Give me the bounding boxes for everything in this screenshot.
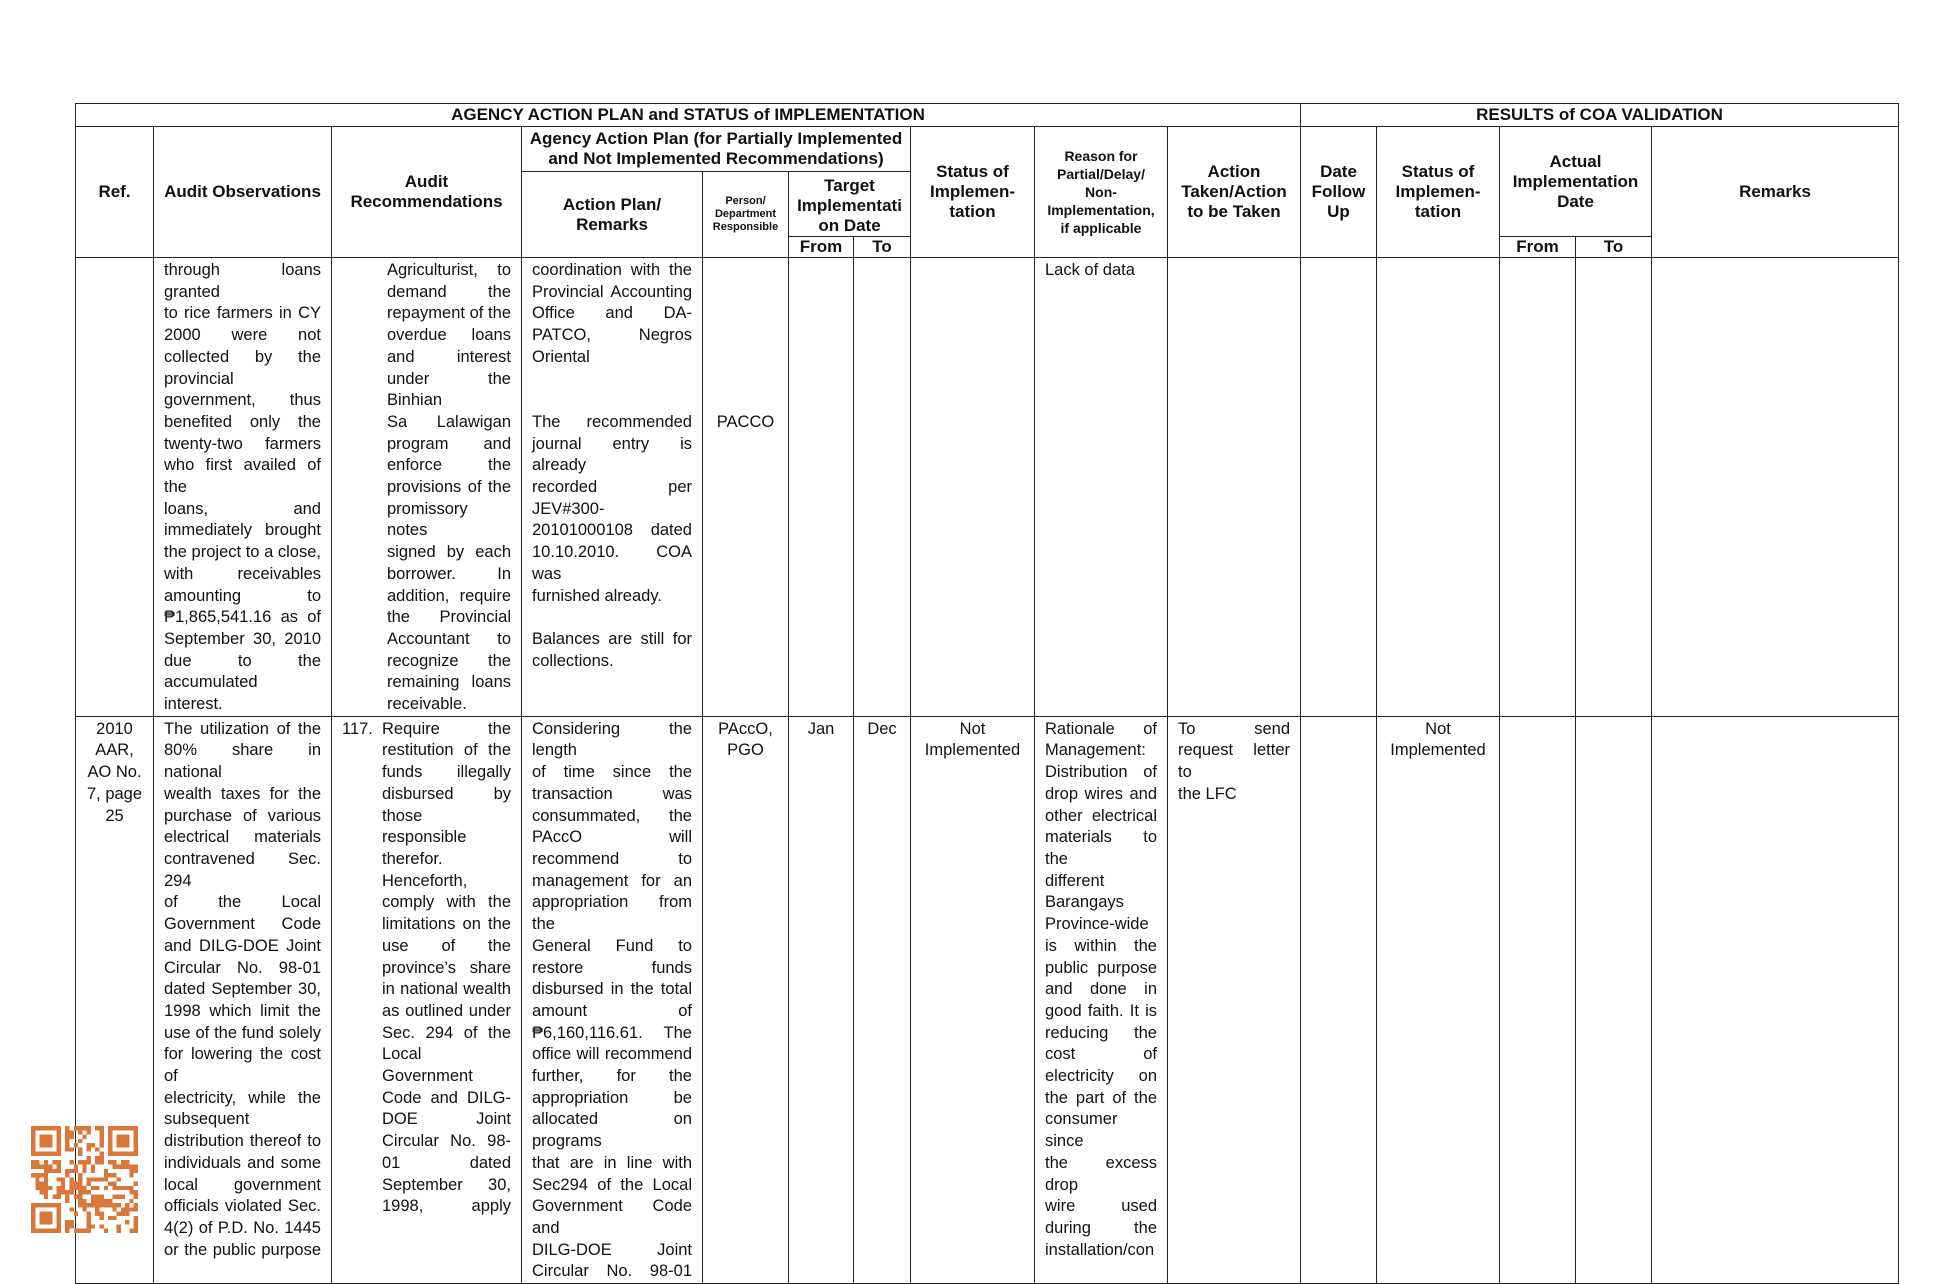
text-line: as outlined under <box>382 1001 511 1020</box>
text-line: distribution thereof to <box>164 1132 321 1151</box>
text-line: 2010 <box>96 719 133 738</box>
text-line: Oriental <box>532 347 590 366</box>
text-line: accumulated <box>164 673 258 692</box>
text-line: Not <box>1425 719 1451 738</box>
text-line: The recommended <box>532 412 692 431</box>
status-cell <box>911 716 1035 1283</box>
date-follow-up-cell <box>1301 716 1377 1283</box>
text-line: PATCO, Negros <box>532 326 692 345</box>
text-line: good faith. It is <box>1045 1001 1157 1020</box>
reason-cell: Lack of data <box>1035 258 1168 717</box>
text-line: disbursed in the total <box>532 980 692 999</box>
text-line: provincial <box>164 369 234 388</box>
text-line: provisions of the <box>387 478 511 497</box>
actual-to-cell <box>1576 716 1652 1283</box>
qr-code-icon <box>31 1126 138 1233</box>
text-line: 10.10.2010. COA was <box>532 543 692 583</box>
actual-to-cell <box>1576 258 1652 717</box>
text-line: 1998 which limit the <box>164 1001 321 1020</box>
target-from-cell <box>789 258 854 717</box>
text-line: addition, require <box>387 586 511 605</box>
text-line: enforce the <box>387 456 511 475</box>
text-line: The utilization of the <box>164 719 321 738</box>
text-line: drop wires and <box>1045 784 1157 803</box>
action-plan-cell <box>522 258 703 717</box>
text-line: under the Binhian <box>387 369 511 410</box>
observations-cell <box>154 716 332 1283</box>
text-line: General Fund to <box>532 936 692 955</box>
actual-from-cell <box>1500 716 1576 1283</box>
text-line: through loans granted <box>164 261 321 301</box>
text-line: To send <box>1178 719 1290 738</box>
coa-status-cell <box>1377 716 1500 1283</box>
text-line: the Provincial <box>387 608 511 627</box>
text-line: that are in line with <box>532 1153 692 1172</box>
text-line: the part of the <box>1045 1088 1157 1107</box>
text-line: and done in <box>1045 980 1157 999</box>
text-line: request letter to <box>1178 741 1290 782</box>
text-line: 01 dated <box>382 1153 511 1172</box>
text-line: overdue loans <box>387 326 511 345</box>
text-line: immediately brought <box>164 521 321 540</box>
text-line: Circular No. 98- <box>382 1132 511 1151</box>
text-line: AO No. <box>87 763 142 782</box>
text-line: during the <box>1045 1218 1157 1237</box>
text-line: PAccO will <box>532 828 692 847</box>
audit-observations-header: Audit Observations <box>154 127 332 258</box>
status-cell <box>911 258 1035 717</box>
text-line: 1998, apply <box>382 1197 511 1216</box>
table-row <box>76 258 1899 717</box>
text-line: contravened Sec. 294 <box>164 849 321 890</box>
text-line: use of the <box>382 936 511 955</box>
text-line: purchase of various <box>164 806 321 825</box>
remarks-cell <box>1652 258 1899 717</box>
text-line: electricity, while the <box>164 1088 321 1107</box>
text-line: Accountant to <box>387 629 511 648</box>
text-line: the excess drop <box>1045 1153 1157 1194</box>
action-taken-cell <box>1168 716 1301 1283</box>
text-line: consummated, the <box>532 806 692 825</box>
text-line: further, for the <box>532 1067 692 1086</box>
text-line: interest. <box>164 695 223 714</box>
text-line: restitution of the <box>382 741 511 760</box>
text-line: is within the <box>1045 936 1157 955</box>
ref-cell <box>76 258 154 717</box>
text-line: loans, and <box>164 499 321 518</box>
remarks-header: Remarks <box>1652 127 1899 258</box>
text-line: electricity on <box>1045 1067 1157 1086</box>
coa-title: RESULTS of COA VALIDATION <box>1301 104 1899 127</box>
coa-status-cell <box>1377 258 1500 717</box>
text-line: other electrical <box>1045 806 1157 825</box>
text-line: in national wealth <box>382 980 511 999</box>
text-line: remaining loans <box>387 673 511 692</box>
text-line: due to the <box>164 651 321 670</box>
coa-status-header: Status of Implemen- tation <box>1377 127 1500 258</box>
text-line: for lowering the cost of <box>164 1045 321 1086</box>
actual-to-header: To <box>1576 237 1652 258</box>
text-line: September 30, <box>382 1175 511 1194</box>
text-line: appropriation from the <box>532 893 692 934</box>
text-line: funds illegally <box>382 763 511 782</box>
text-line: ₱1,865,541.16 as of <box>164 608 321 627</box>
person-responsible-header: Person/ Department Responsible <box>703 172 789 258</box>
text-line: subsequent <box>164 1110 250 1129</box>
text-line: Balances are still for <box>532 629 692 648</box>
text-line: electrical materials <box>164 828 321 847</box>
text-line: individuals and some <box>164 1153 321 1172</box>
text-line: Considering the length <box>532 719 692 760</box>
text-line: benefited only the <box>164 412 321 431</box>
text-line: 80% share in national <box>164 741 321 782</box>
text-line: Circular No. 98-01 <box>532 1262 692 1281</box>
text-line: DOE Joint <box>382 1110 511 1129</box>
text-line: Rationale of <box>1045 719 1157 738</box>
text-line: Not <box>959 719 986 738</box>
reason-cell <box>1035 716 1168 1283</box>
text-line: recorded per <box>532 478 692 496</box>
text-line: province’s share <box>382 958 511 977</box>
text-line: 4(2) of P.D. No. 1445 <box>164 1218 321 1237</box>
text-line: AAR, <box>95 741 134 760</box>
text-line: of the Local <box>164 893 321 912</box>
text-line: JEV#300- <box>532 499 605 518</box>
text-line: public purpose <box>1045 958 1157 977</box>
text-line: DILG-DOE Joint <box>532 1240 692 1259</box>
text-line: appropriation be <box>532 1088 692 1107</box>
text-line: Province-wide <box>1045 915 1149 934</box>
text-line: Agriculturist, to <box>387 261 511 279</box>
remarks-cell <box>1652 716 1899 1283</box>
action-plan-cell <box>522 716 703 1283</box>
text-line: use of the fund solely <box>164 1023 321 1042</box>
text-line: Sec. 294 of the <box>382 1023 511 1042</box>
agency-title: AGENCY ACTION PLAN and STATUS of IMPLEMENTATION <box>76 104 1301 127</box>
text-line: materials to the <box>1045 828 1157 868</box>
text-line: Circular No. 98-01 <box>164 958 321 977</box>
text-line: wire used <box>1045 1197 1157 1216</box>
recommendations-cell <box>332 716 522 1283</box>
text-line: office will recommend <box>532 1045 692 1064</box>
text-line: repayment of the <box>387 304 511 323</box>
text-line: of time since the <box>532 763 692 782</box>
text-line: local government <box>164 1175 321 1194</box>
text-line: and interest <box>387 347 511 366</box>
text-line: wealth taxes for the <box>164 784 321 803</box>
text-line: receivable. <box>387 695 467 714</box>
text-line: collected by the <box>164 347 321 366</box>
text-line: furnished already. <box>532 586 662 605</box>
text-line: Implemented <box>1390 741 1486 760</box>
text-line: signed by each <box>387 543 511 562</box>
audit-recommendations-header: Audit Recommendations <box>332 127 522 258</box>
text-line: government, thus <box>164 391 321 410</box>
recommendations-cell <box>332 258 522 717</box>
text-line: management for an <box>532 871 692 890</box>
text-line: Implemented <box>924 741 1021 760</box>
text-line: borrower. In <box>387 564 511 583</box>
text-line: comply with the <box>382 893 511 912</box>
target-date-header: Target Implementati on Date <box>789 172 911 237</box>
text-line: dated September 30, <box>164 980 321 999</box>
target-to-cell <box>854 258 911 717</box>
text-line: 2000 were not <box>164 326 321 345</box>
text-line: transaction was <box>532 784 692 803</box>
date-follow-up-cell <box>1301 258 1377 717</box>
text-line: therefor. <box>382 849 443 868</box>
text-line: disbursed by <box>382 784 511 803</box>
text-line: reducing the <box>1045 1023 1157 1042</box>
text-line: collections. <box>532 651 614 670</box>
text-line: Office and DA- <box>532 304 692 323</box>
text-line: amounting to <box>164 586 321 605</box>
recommendation-number: 117. <box>342 719 373 738</box>
text-line: program and <box>387 434 511 453</box>
text-line: Code and DILG- <box>382 1088 511 1107</box>
action-plan-table <box>75 103 1899 1284</box>
text-line: Government Code <box>164 915 321 934</box>
text-line: Management: <box>1045 741 1146 760</box>
target-from-cell: Jan <box>789 716 854 1283</box>
text-line: Henceforth, <box>382 871 468 890</box>
reason-header: Reason for Partial/Delay/ Non- Implementation, if applicable <box>1035 127 1168 258</box>
text-line: the project to a close, <box>164 543 321 562</box>
target-to-header: To <box>854 237 911 258</box>
person-cell: PACCO <box>703 258 789 717</box>
text-line: amount of <box>532 1001 692 1020</box>
text-line: Sa Lalawigan <box>387 412 511 431</box>
text-line: Government Code and <box>532 1197 692 1237</box>
text-line: and DILG-DOE Joint <box>164 936 321 955</box>
text-line: 7, page <box>86 784 143 803</box>
text-line: coordination with the <box>532 261 692 279</box>
text-line: twenty-two farmers <box>164 434 321 453</box>
text-line: limitations on the <box>382 915 511 934</box>
action-taken-header: Action Taken/Action to be Taken <box>1168 127 1301 258</box>
text-line: consumer since <box>1045 1110 1118 1151</box>
action-plan-header: Action Plan/ Remarks <box>522 172 703 258</box>
text-line: 20101000108 dated <box>532 521 692 540</box>
text-line: demand the <box>387 282 511 301</box>
text-line: or the public purpose <box>164 1240 321 1259</box>
text-line: PGO <box>727 741 764 760</box>
text-line: who first availed of the <box>164 456 321 497</box>
observations-cell <box>154 258 332 717</box>
text-line: with receivables <box>164 564 321 583</box>
text-line: officials violated Sec. <box>164 1197 321 1216</box>
person-cell <box>703 716 789 1283</box>
text-line: September 30, 2010 <box>164 629 321 648</box>
text-line: promissory notes <box>387 499 468 540</box>
action-taken-cell <box>1168 258 1301 717</box>
target-from-header: From <box>789 237 854 258</box>
text-line: Barangays <box>1045 893 1124 912</box>
actual-date-header: Actual Implementation Date <box>1500 127 1652 237</box>
text-line: Provincial Accounting <box>532 282 692 301</box>
text-line: PAccO, <box>718 719 773 738</box>
date-follow-up-header: Date Follow Up <box>1301 127 1377 258</box>
text-line: Government <box>382 1067 473 1086</box>
text-line: restore funds <box>532 958 692 977</box>
text-line: to rice farmers in CY <box>164 304 321 323</box>
text-line: Local <box>382 1045 422 1064</box>
text-line: those responsible <box>382 806 467 847</box>
text-line: cost of <box>1045 1045 1157 1064</box>
table-row <box>76 716 1899 1283</box>
text-line: journal entry is already <box>532 434 692 475</box>
text-line: 25 <box>105 806 124 825</box>
text-line: recognize the <box>387 651 511 670</box>
text-line: installation/con <box>1045 1240 1155 1259</box>
text-line: different <box>1045 871 1105 890</box>
text-line: allocated on programs <box>532 1110 692 1151</box>
text-line: Sec294 of the Local <box>532 1175 692 1194</box>
status-header: Status of Implemen- tation <box>911 127 1035 258</box>
target-to-cell: Dec <box>854 716 911 1283</box>
actual-from-header: From <box>1500 237 1576 258</box>
ref-header: Ref. <box>76 127 154 258</box>
actual-from-cell <box>1500 258 1576 717</box>
text-line: recommend to <box>532 849 692 868</box>
text-line: the LFC <box>1178 784 1237 803</box>
text-line: Distribution of <box>1045 763 1157 782</box>
agency-plan-header: Agency Action Plan (for Partially Implemented and Not Implemented Recommendations) <box>522 127 911 172</box>
text-line: Require the <box>382 719 511 738</box>
text-line: ₱6,160,116.61. The <box>532 1023 692 1042</box>
